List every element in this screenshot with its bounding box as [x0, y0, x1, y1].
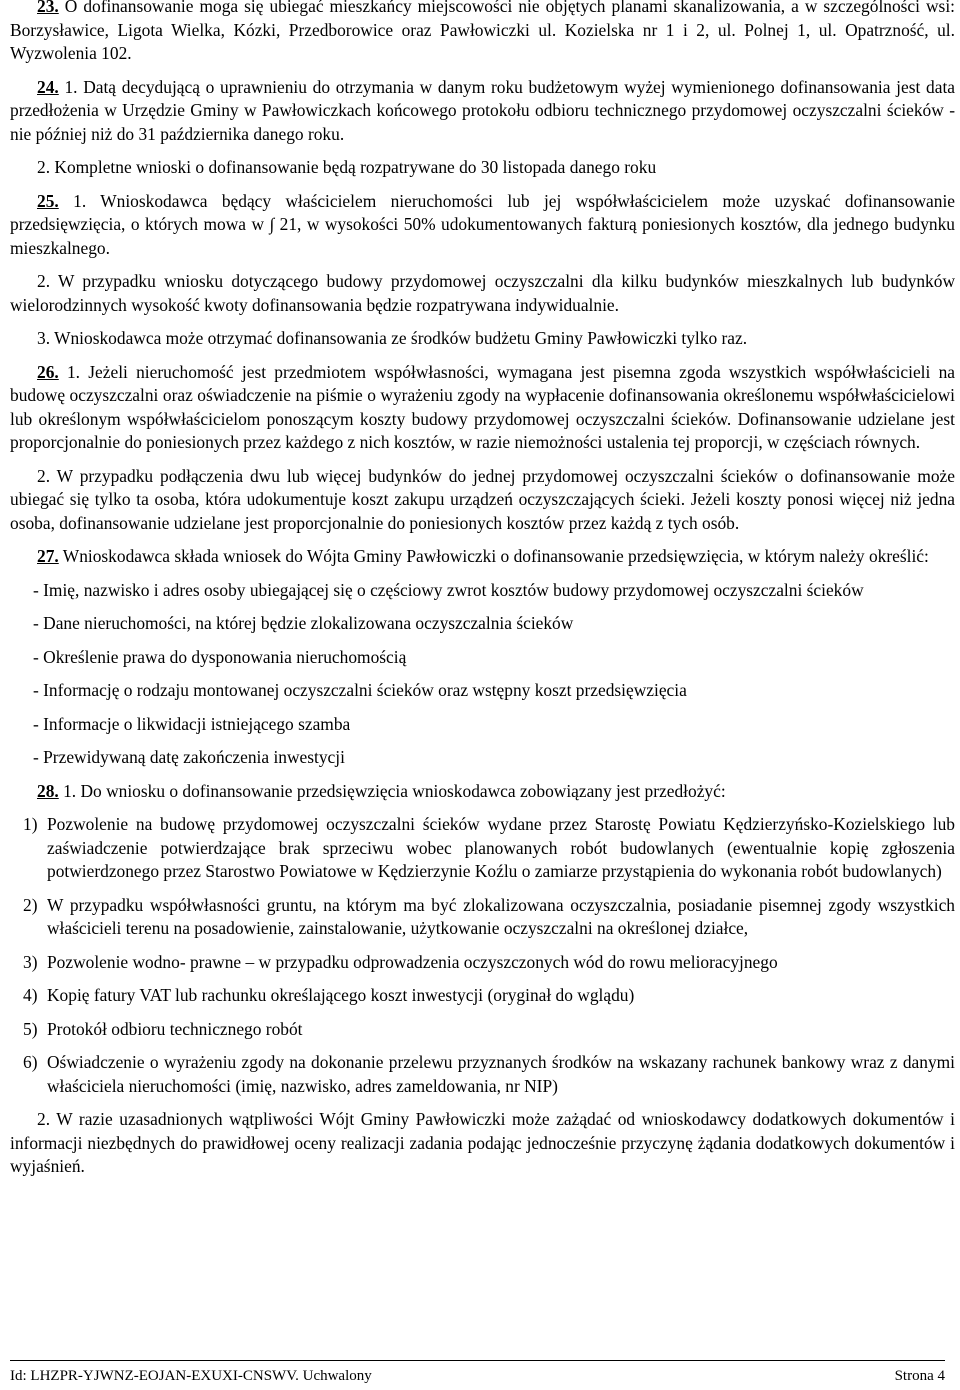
document-body	[10, 0, 955, 1189]
paragraph-24-1	[10, 76, 955, 147]
list-item	[10, 1051, 955, 1098]
paragraph-27	[10, 545, 955, 569]
section-number: 27.	[37, 546, 59, 566]
list-item-text: Kopię fatury VAT lub rachunku określającego koszt inwestycji (oryginał do wglądu)	[47, 985, 635, 1005]
section-number: 25.	[37, 190, 59, 211]
paragraph-26-2: 2. W przypadku podłączenia dwu lub więcej budynków do jednej przydomowej oczyszczalni ścieków o dofinansowanie może ubiegać się tylko ta osoba, która udokumentuje koszt zakupu urządzeń oczyszczających ścieki. Jeżeli koszty ponosi więcej niż jedna osoba, dofinansowanie udzielane jest proporcjonalnie do poniesionych kosztów przez każdą z tych osób.	[10, 465, 955, 533]
list-item	[10, 951, 955, 975]
list-item-number: 6)	[23, 1052, 38, 1072]
list-item: - Informacje o likwidacji istniejącego szamba	[33, 713, 351, 734]
section-number: 24.	[37, 76, 59, 97]
paragraph-28-2: 2. W razie uzasadnionych wątpliwości Wójt Gminy Pawłowiczki może zażądać od wnioskodawcy dodatkowych dokumentów i informacji niezbędnych do prawidłowej oceny realizacji zadania podając jednocześnie przyczynę żądania dodatkowych dokumentów i wyjaśnień.	[10, 1109, 955, 1176]
list-item	[10, 984, 955, 1008]
paragraph-text: 1. Jeżeli nieruchomość jest przedmiotem współwłasności, wymagana jest pisemna zgoda wszystkich współwłaścicieli na budowę oczyszczalni oraz oświadczenie na piśmie o wyrażeniu zgody na wypłacenie dofinansowania określonemu współwłaścicielowi lub określonym współwłaścicielom ponoszącym koszty budowy przydomowej oczyszczalni ścieków. Dofinansowanie udzielane jest proporcjonalnie do poniesionych przez każdego z nich kosztów, w razie niemożności ustalenia tej proporcji, w częściach równych.	[10, 361, 955, 452]
list-item-number: 1)	[23, 814, 38, 834]
list-item	[10, 894, 955, 941]
page-number: Strona 4	[894, 1368, 945, 1384]
list-item-number: 3)	[23, 951, 38, 972]
paragraph-26-1	[10, 361, 955, 455]
list-item	[10, 1018, 955, 1042]
list-item-text: Pozwolenie wodno- prawne – w przypadku odprowadzenia oczyszczonych wód do rowu melioracyjnego	[47, 951, 778, 972]
list-item-number: 4)	[23, 985, 38, 1005]
section-number: 28.	[37, 780, 59, 801]
paragraph-text: Wnioskodawca składa wniosek do Wójta Gminy Pawłowiczki o dofinansowanie przedsięwzięcia, w którym należy określić:	[58, 546, 929, 566]
paragraph-25-2: 2. W przypadku wniosku dotyczącego budowy przydomowej oczyszczalni dla kilku budynków mieszkalnych lub budynków wielorodzinnych wysokość kwoty dofinansowania będzie rozpatrywana indywidualnie.	[10, 271, 955, 315]
list-item: - Określenie prawa do dysponowania nieruchomością	[33, 646, 407, 667]
paragraph-28-1	[10, 780, 955, 804]
page-footer	[10, 1360, 945, 1385]
document-id: Id: LHZPR-YJWNZ-EOJAN-EXUXI-CNSWV. Uchwalony	[10, 1368, 372, 1384]
list-item: - Imię, nazwisko i adres osoby ubiegającej się o częściowy zwrot kosztów budowy przydomowej oczyszczalni ścieków	[33, 579, 864, 600]
list-item-number: 2)	[23, 894, 38, 915]
list-item-text: W przypadku współwłasności gruntu, na którym ma być zlokalizowana oczyszczalnia, posiadanie pisemnej zgody wszystkich właścicieli terenu na posadowienie, zainstalowanie, użytkowanie oczyszczalni na określonej działce,	[47, 894, 955, 938]
required-documents-list	[10, 813, 955, 1098]
paragraph-text: 1. Do wniosku o dofinansowanie przedsięwzięcia wnioskodawca zobowiązany jest przedłożyć:	[58, 780, 726, 801]
paragraph-25-3: 3. Wnioskodawca może otrzymać dofinansowania ze środków budżetu Gminy Pawłowiczki tylko raz.	[37, 328, 748, 348]
list-item	[10, 813, 955, 884]
list-item: - Przewidywaną datę zakończenia inwestycji	[33, 747, 345, 767]
application-requirements-list	[10, 579, 955, 770]
section-number: 23.	[37, 0, 59, 16]
list-item: - Informację o rodzaju montowanej oczyszczalni ścieków oraz wstępny koszt przedsięwzięcia	[33, 680, 687, 700]
paragraph-text: 1. Wnioskodawca będący właścicielem nieruchomości lub jej współwłaścicielem może uzyskać dofinansowanie przedsięwzięcia, o których mowa w ∫ 21, w wysokości 50% udokumentowanych fakturą poniesionych kosztów, dla jednego budynku mieszkalnego.	[10, 190, 955, 258]
list-item-number: 5)	[23, 1018, 38, 1039]
paragraph-text: 1. Datą decydującą o uprawnieniu do otrzymania w danym roku budżetowym wyżej wymienionego dofinansowania jest data przedłożenia w Urzędzie Gminy w Pawłowiczkach końcowego protokołu odbioru technicznego przydomowej oczyszczalni ścieków - nie później niż do 31 października danego roku.	[10, 76, 955, 144]
paragraph-24-2: 2. Kompletne wnioski o dofinansowanie będą rozpatrywane do 30 listopada danego roku	[37, 157, 657, 177]
list-item-text: Protokół odbioru technicznego robót	[47, 1018, 303, 1039]
section-number: 26.	[37, 361, 59, 382]
list-item: - Dane nieruchomości, na której będzie zlokalizowana oczyszczalnia ścieków	[33, 613, 574, 633]
paragraph-text: O dofinansowanie moga się ubiegać mieszkańcy miejscowości nie objętych planami skanalizowania, a w szczególności wsi: Borzysławice, Ligota Wielka, Kózki, Przedborowice oraz Pawłowiczki ul. Kozielska nr 1 i 2, ul. Polnej 1, ul. Opatrzność, ul. Wyzwolenia 102.	[10, 0, 955, 63]
list-item-text: Oświadczenie o wyrażeniu zgody na dokonanie przelewu przyznanych środków na wskazany rachunek bankowy wraz z danymi właściciela nieruchomości (imię, nazwisko, adres zameldowania, nr NIP)	[47, 1052, 955, 1096]
list-item-text: Pozwolenie na budowę przydomowej oczyszczalni ścieków wydane przez Starostę Powiatu Kędzierzyńsko-Kozielskiego lub zaświadczenie potwierdzające brak sprzeciwu wobec planowanych robót budowlanych (ewentualnie kopię zgłoszenia potwierdzonego przez Starostwo Powiatowe w Kędzierzynie Koźlu o zamiarze przystąpienia do wykonania robót budowlanych)	[47, 814, 955, 881]
paragraph-25-1	[10, 190, 955, 261]
paragraph-23	[10, 0, 955, 66]
